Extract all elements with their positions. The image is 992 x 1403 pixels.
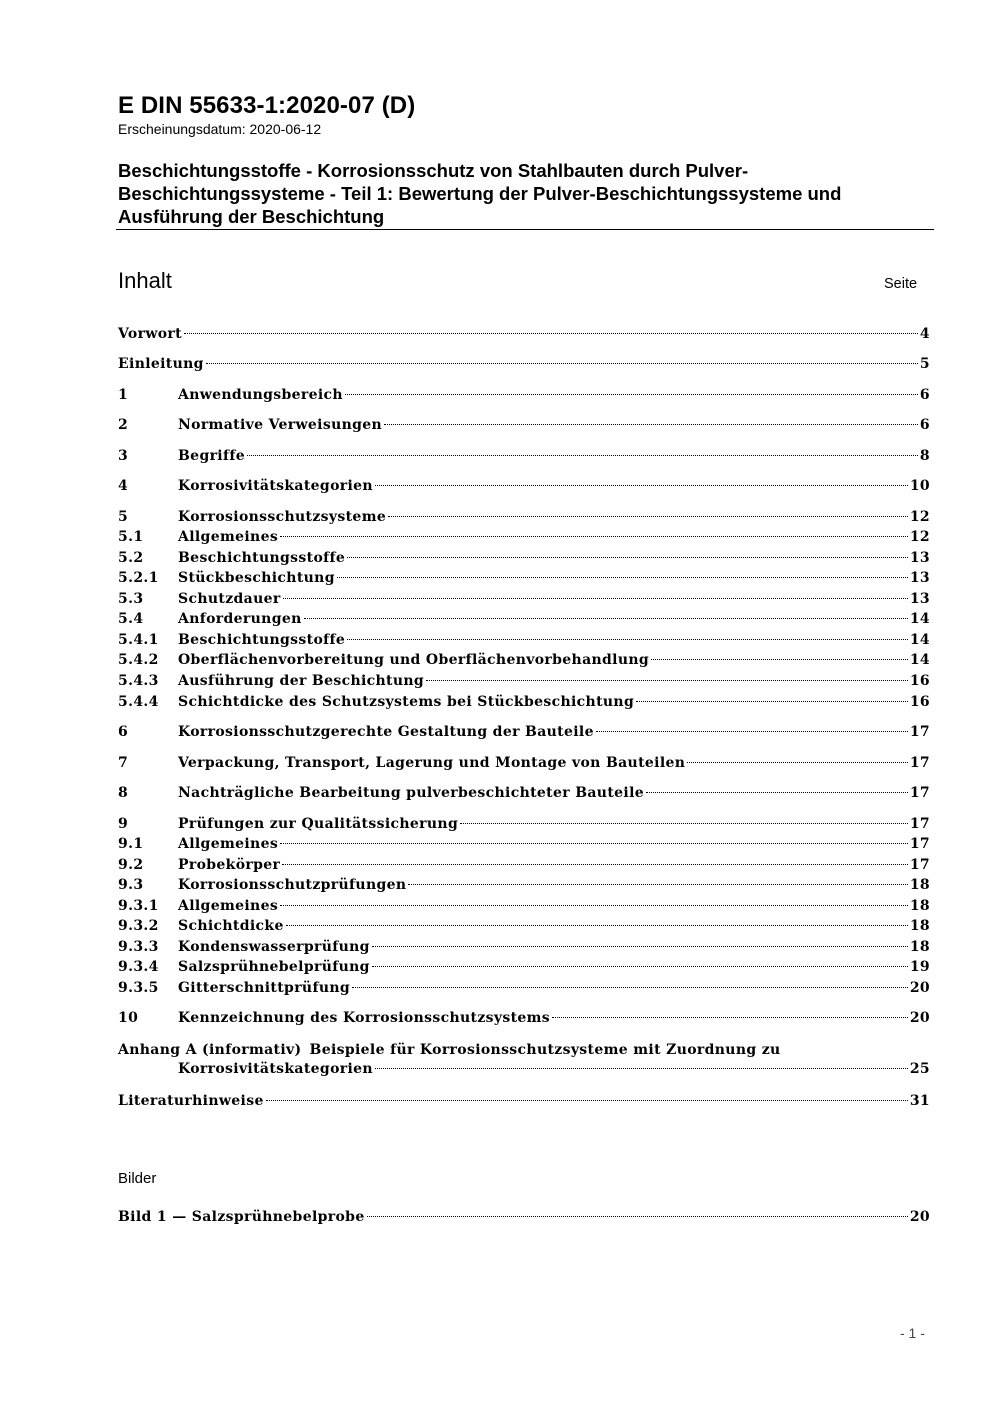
toc-entry[interactable] (118, 417, 930, 434)
toc-entry-page: 6 (919, 417, 930, 433)
page-column-label: Seite (884, 276, 918, 292)
toc-entry-number: 9.3.2 (118, 918, 159, 934)
dot-leader (247, 455, 918, 456)
dot-leader (347, 639, 908, 640)
toc-entry-title: Korrosionsschutzgerechte Gestaltung der Bauteile (178, 724, 594, 740)
toc-entry-title: Korrosivitätskategorien (178, 1061, 373, 1077)
dot-leader (460, 823, 908, 824)
toc-entry-page: 16 (909, 673, 930, 689)
toc-entry-page: 14 (909, 652, 930, 668)
toc-entry-title: Kennzeichnung des Korrosionsschutzsystems (178, 1010, 551, 1026)
toc-entry-number: 5.4 (118, 611, 144, 627)
toc-entry-title: Anwendungsbereich (178, 387, 343, 403)
toc-entry-number: 10 (118, 1010, 139, 1026)
toc-entry-page: 10 (909, 478, 930, 494)
toc-entry[interactable] (118, 939, 930, 956)
dot-leader (282, 864, 908, 865)
toc-entry-bibliography[interactable] (118, 1093, 930, 1110)
dot-leader (646, 792, 908, 793)
toc-entry-title: Bild 1 — Salzsprühnebelprobe (118, 1209, 365, 1225)
toc-entry[interactable] (118, 918, 930, 935)
dot-leader (388, 516, 908, 517)
toc-entry-page: 4 (919, 326, 930, 342)
toc-entry-title: Begriffe (178, 448, 245, 464)
dot-leader (372, 966, 908, 967)
toc-entry-title: Allgemeines (178, 898, 279, 914)
toc-entry-number: 2 (118, 417, 129, 433)
toc-entry[interactable] (118, 550, 930, 567)
toc-entry-number: 4 (118, 478, 129, 494)
toc-entry-number: 9.3.3 (118, 939, 159, 955)
toc-entry[interactable] (118, 632, 930, 649)
toc-entry-title: Schichtdicke (178, 918, 284, 934)
toc-entry-number: 9.3.5 (118, 980, 159, 996)
page-number: - 1 - (900, 1325, 925, 1341)
toc-entry-title: Einleitung (118, 356, 204, 372)
toc-entry-title: Nachträgliche Bearbeitung pulverbeschichteter Bauteile (178, 785, 644, 801)
toc-entry-number: 9.1 (118, 836, 144, 852)
toc-entry-page: 14 (909, 611, 930, 627)
toc-entry-annex-cont[interactable] (118, 1061, 930, 1078)
toc-entry[interactable] (118, 898, 930, 915)
toc-entry-page: 13 (909, 570, 930, 586)
dot-leader (372, 946, 908, 947)
toc-entry-page: 18 (909, 898, 930, 914)
toc-entry[interactable] (118, 959, 930, 976)
toc-entry-number: 5.3 (118, 591, 144, 607)
toc-entry-page: 12 (909, 529, 930, 545)
toc-entry-number: 7 (118, 755, 129, 771)
toc-entry-page: 17 (909, 836, 930, 852)
dot-leader (266, 1100, 908, 1101)
toc-entry-page: 8 (919, 448, 930, 464)
dot-leader (596, 731, 908, 732)
toc-entry-annex[interactable] (118, 1042, 930, 1059)
dot-leader (651, 659, 908, 660)
toc-entry-page: 19 (909, 959, 930, 975)
document-number: E DIN 55633-1:2020-07 (D) (118, 92, 416, 119)
toc-entry-number: 5.4.1 (118, 632, 159, 648)
toc-entry[interactable] (118, 591, 930, 608)
toc-entry-title: Beschichtungsstoffe (178, 550, 346, 566)
toc-entry-title: Korrosionsschutzsysteme (178, 509, 387, 525)
annex-title: Beispiele für Korrosionsschutzsysteme mit Zuordnung zu (309, 1042, 781, 1058)
toc-entry-number: 1 (118, 387, 129, 403)
toc-entry-page: 18 (909, 918, 930, 934)
toc-entry-title: Ausführung der Beschichtung (178, 673, 425, 689)
toc-entry[interactable] (118, 785, 930, 802)
toc-entry-page: 13 (909, 591, 930, 607)
dot-leader (286, 925, 908, 926)
toc-entry-page: 18 (909, 877, 930, 893)
toc-entry-title: Schichtdicke des Schutzsystems bei Stückbeschichtung (178, 694, 635, 710)
toc-entry-page: 17 (909, 755, 930, 771)
toc-entry[interactable] (118, 724, 930, 741)
toc-entry-page: 6 (919, 387, 930, 403)
toc-entry[interactable] (118, 1010, 930, 1027)
toc-entry-number: 9.3.1 (118, 898, 159, 914)
toc-entry-title: Stückbeschichtung (178, 570, 335, 586)
annex-label: Anhang A (informativ) (118, 1042, 302, 1058)
toc-entry[interactable] (118, 356, 930, 373)
toc-entry-number: 5 (118, 509, 129, 525)
toc-entry-page: 31 (909, 1093, 930, 1109)
toc-entry[interactable] (118, 816, 930, 833)
toc-entry-number: 5.4.2 (118, 652, 159, 668)
toc-entry[interactable] (118, 326, 930, 343)
dot-leader (367, 1216, 908, 1217)
toc-entry[interactable] (118, 387, 930, 404)
toc-heading: Inhalt (118, 268, 172, 293)
toc-entry-number: 9 (118, 816, 129, 832)
dot-leader (337, 577, 908, 578)
dot-leader (184, 333, 918, 334)
toc-entry-page: 17 (909, 816, 930, 832)
dot-leader (375, 485, 908, 486)
dot-leader (304, 618, 908, 619)
dot-leader (283, 598, 908, 599)
toc-entry-page: 20 (909, 980, 930, 996)
toc-entry[interactable] (118, 652, 930, 669)
dot-leader (280, 905, 908, 906)
toc-entry-page: 12 (909, 509, 930, 525)
toc-entry-number: 5.2 (118, 550, 144, 566)
toc-entry[interactable] (118, 570, 930, 587)
toc-entry-title: Oberflächenvorbereitung und Oberflächenvorbehandlung (178, 652, 650, 668)
toc-entry-page: 17 (909, 857, 930, 873)
toc-entry-page: 17 (909, 724, 930, 740)
toc-entry-page: 16 (909, 694, 930, 710)
toc-entry[interactable] (118, 478, 930, 495)
toc-entry[interactable] (118, 857, 930, 874)
dot-leader (280, 536, 908, 537)
toc-entry-title: Normative Verweisungen (178, 417, 383, 433)
title-divider (116, 229, 934, 230)
toc-entry-title: Verpackung, Transport, Lagerung und Montage von Bauteilen (178, 755, 686, 771)
dot-leader (375, 1068, 908, 1069)
toc-entry-number: 5.1 (118, 529, 144, 545)
toc-entry-number: 8 (118, 785, 129, 801)
publication-date: Erscheinungsdatum: 2020-06-12 (118, 121, 322, 137)
toc-entry-page: 18 (909, 939, 930, 955)
toc-entry-title: Korrosionsschutzprüfungen (178, 877, 407, 893)
toc-entry-number: 9.3 (118, 877, 144, 893)
toc-entry-number: 9.3.4 (118, 959, 159, 975)
toc-entry-number: 9.2 (118, 857, 144, 873)
toc-entry-title: Korrosivitätskategorien (178, 478, 373, 494)
toc-entry[interactable] (118, 836, 930, 853)
toc-entry-number: 5.4.4 (118, 694, 159, 710)
toc-entry-title: Salzsprühnebelprüfung (178, 959, 370, 975)
toc-entry-number: 5.2.1 (118, 570, 159, 586)
toc-entry[interactable] (118, 529, 930, 546)
toc-entry-title: Kondenswasserprüfung (178, 939, 370, 955)
dot-leader (347, 557, 908, 558)
toc-entry-page: 20 (909, 1209, 930, 1225)
toc-entry-title: Literaturhinweise (118, 1093, 264, 1109)
toc-entry[interactable] (118, 448, 930, 465)
dot-leader (206, 363, 918, 364)
toc-entry-number: 6 (118, 724, 129, 740)
toc-entry-page: 14 (909, 632, 930, 648)
toc-entry-title: Probekörper (178, 857, 281, 873)
toc-entry-page: 5 (919, 356, 930, 372)
figure-entry[interactable] (118, 1209, 930, 1226)
toc-entry-title: Prüfungen zur Qualitätssicherung (178, 816, 459, 832)
toc-entry-title: Schutzdauer (178, 591, 281, 607)
toc-entry[interactable] (118, 980, 930, 997)
document-main-title: Beschichtungsstoffe - Korrosionsschutz von Stahlbauten durch Pulver-Beschichtungssysteme - Teil 1: Bewertung der Pulver-Beschichtungssysteme und Ausführung der Beschichtung (118, 160, 842, 227)
dot-leader (408, 884, 907, 885)
toc-entry-title: Vorwort (118, 326, 182, 342)
figures-heading: Bilder (118, 1170, 157, 1187)
toc-entry-title: Allgemeines (178, 836, 279, 852)
toc-entry-page: 13 (909, 550, 930, 566)
dot-leader (345, 394, 918, 395)
dot-leader (280, 843, 908, 844)
dot-leader (426, 680, 908, 681)
dot-leader (636, 701, 908, 702)
toc-entry[interactable] (118, 694, 930, 711)
toc-entry[interactable] (118, 673, 930, 690)
toc-entry-title: Allgemeines (178, 529, 279, 545)
toc-entry[interactable] (118, 611, 930, 628)
dot-leader (552, 1017, 908, 1018)
toc-entry-page: 17 (909, 785, 930, 801)
toc-entry[interactable] (118, 877, 930, 894)
toc-entry-page: 20 (909, 1010, 930, 1026)
toc-entry[interactable] (118, 509, 930, 526)
toc-entry-title: Beschichtungsstoffe (178, 632, 346, 648)
dot-leader (352, 987, 908, 988)
toc-entry-title: Anforderungen (178, 611, 302, 627)
dot-leader (384, 424, 918, 425)
toc-entry-number: 3 (118, 448, 129, 464)
toc-entry-number: 5.4.3 (118, 673, 159, 689)
toc-entry[interactable] (118, 755, 930, 772)
toc-entry-title: Gitterschnittprüfung (178, 980, 351, 996)
toc-entry-page: 25 (909, 1061, 930, 1077)
dot-leader (687, 762, 908, 763)
